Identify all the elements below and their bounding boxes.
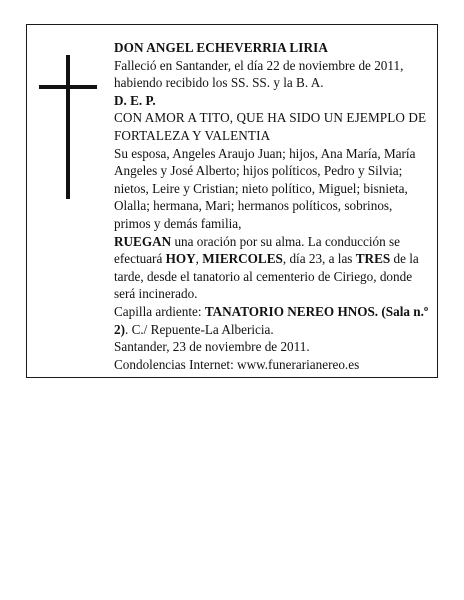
condolences-line: Condolencias Internet: www.funerarianereo.es bbox=[114, 356, 360, 372]
dedication: CON AMOR A TITO, QUE HA SIDO UN EJEMPLO DE FORTALEZA Y VALENTIA bbox=[114, 110, 427, 143]
comma-text: , bbox=[195, 251, 203, 267]
obituary-notice bbox=[26, 24, 438, 378]
place-date: Santander, 23 de noviembre de 2011. bbox=[114, 339, 310, 355]
cross-horizontal-bar bbox=[39, 85, 97, 89]
notice-text bbox=[114, 39, 432, 373]
chapel-label: Capilla ardiente: bbox=[114, 303, 205, 319]
chapel-address: . C./ Repuente-La Albericia. bbox=[125, 321, 274, 337]
dep-line: D. E. P. bbox=[114, 92, 156, 108]
chapel-name: TANATORIO NEREO HNOS. (Sala n.º 2) bbox=[114, 303, 429, 337]
cross-vertical-bar bbox=[66, 55, 70, 199]
cross-icon bbox=[39, 55, 97, 199]
conduction-paragraph bbox=[114, 233, 432, 303]
family-list: Su esposa, Angeles Araujo Juan; hijos, Ana María, María Angeles y José Alberto; hijos políticos, Pedro y Silvia; nietos, Leire y Cristian; nieto político, Miguel; bisnieta, Olalla; hermana, Mari; hermanos políticos, sobrinos, primos y demás familia, bbox=[114, 145, 416, 231]
conduction-rest: de la tarde, desde el tanatorio al cementerio de Ciriego, donde será incinerado. bbox=[114, 251, 419, 302]
tres-word: TRES bbox=[355, 251, 391, 267]
miercoles-word: MIERCOLES bbox=[202, 251, 283, 267]
ruegan-word: RUEGAN bbox=[114, 233, 172, 249]
hoy-word: HOY bbox=[165, 251, 196, 267]
prayer-text: una oración por su alma. La conducción se efectuará bbox=[114, 233, 401, 267]
chapel-paragraph bbox=[114, 303, 432, 338]
death-line: Falleció en Santander, el día 22 de noviembre de 2011, habiendo recibido los SS. SS. y la B. A. bbox=[114, 57, 404, 91]
deceased-name: DON ANGEL ECHEVERRIA LIRIA bbox=[114, 40, 329, 55]
day-text: , día 23, a las bbox=[282, 251, 356, 267]
